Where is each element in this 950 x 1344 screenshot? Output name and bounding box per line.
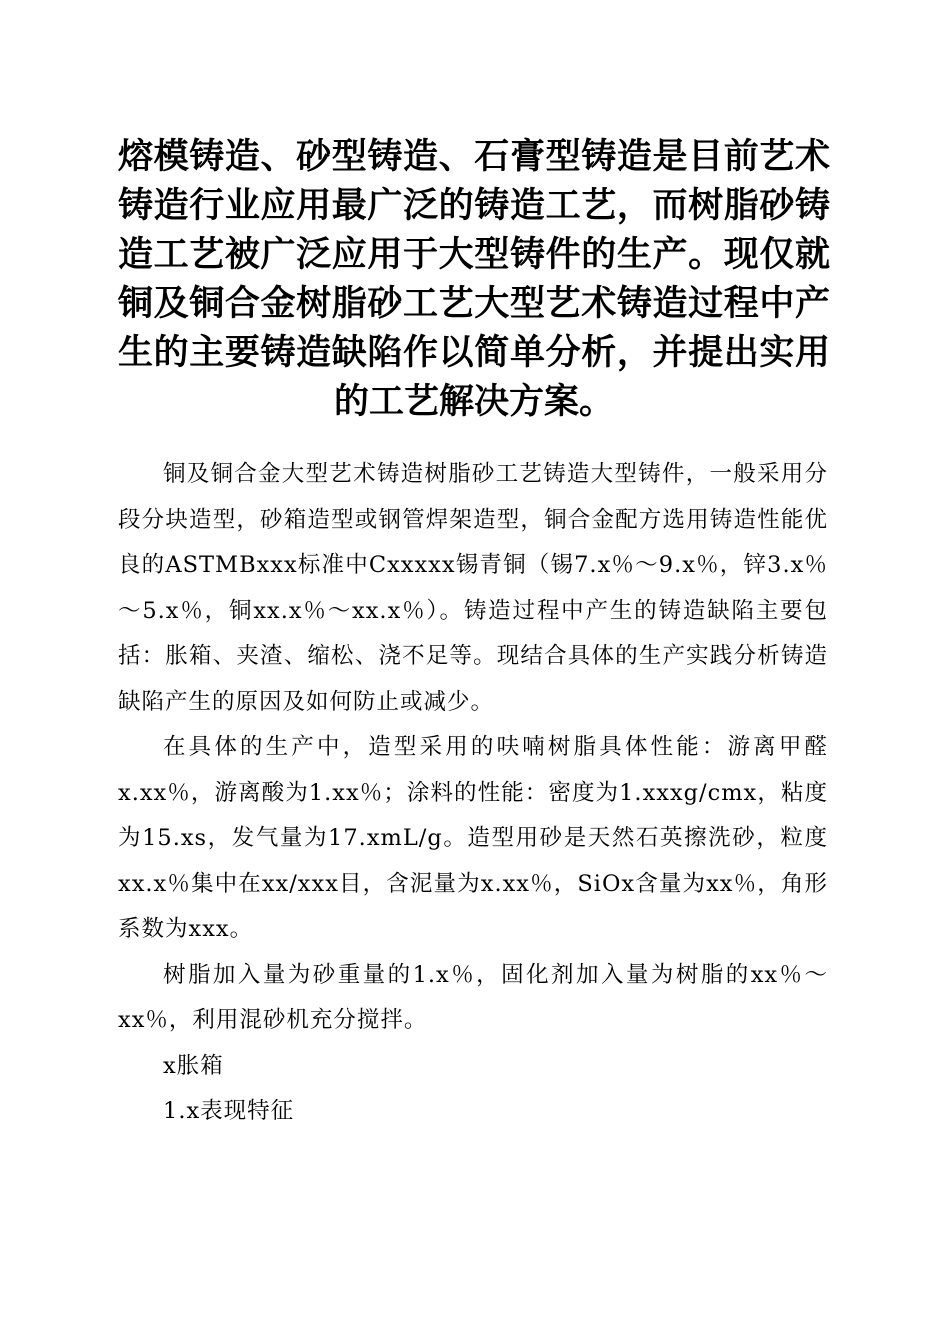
section-heading: x胀箱 [163, 1052, 224, 1079]
paragraph-materials: 在具体的生产中，造型采用的呋喃树脂具体性能：游离甲醛x.xx％，游离酸为1.xx％；涂料的性能：密度为1.xxxg/cmx，粘度为15.xs，发气量为17.xmL/g。造型用砂是天然石英擦洗砂，粒度xx.x％集中在xx/xxx目，含泥量为x.xx％，SiOx含量为xx％，角形系数为xxx。 [118, 734, 828, 942]
subsection-heading: 1.x表现特征 [163, 1098, 295, 1124]
document-body [118, 452, 828, 1135]
document-title: 熔模铸造、砂型铸造、石膏型铸造是目前艺术铸造行业应用最广泛的铸造工艺，而树脂砂铸造工艺被广泛应用于大型铸件的生产。现仅就铜及铜合金树脂砂工艺大型艺术铸造过程中产生的主要铸造缺陷作以简单分析，并提出实用的工艺解决方案。 [118, 136, 830, 422]
paragraph-resin-ratio: 树脂加入量为砂重量的1.x％，固化剂加入量为树脂的xx％～xx％，利用混砂机充分搅拌。 [118, 961, 828, 1033]
paragraph-intro: 铜及铜合金大型艺术铸造树脂砂工艺铸造大型铸件，一般采用分段分块造型，砂箱造型或钢管焊架造型，铜合金配方选用铸造性能优良的ASTMBxxx标准中Cxxxxx锡青铜（锡7.x％～9.x％，锌3.x％～5.x％，铜xx.x％～xx.x％）。铸造过程中产生的铸造缺陷主要包括：胀箱、夹渣、缩松、浇不足等。现结合具体的生产实践分析铸造缺陷产生的原因及如何防止或减少。 [118, 461, 828, 715]
